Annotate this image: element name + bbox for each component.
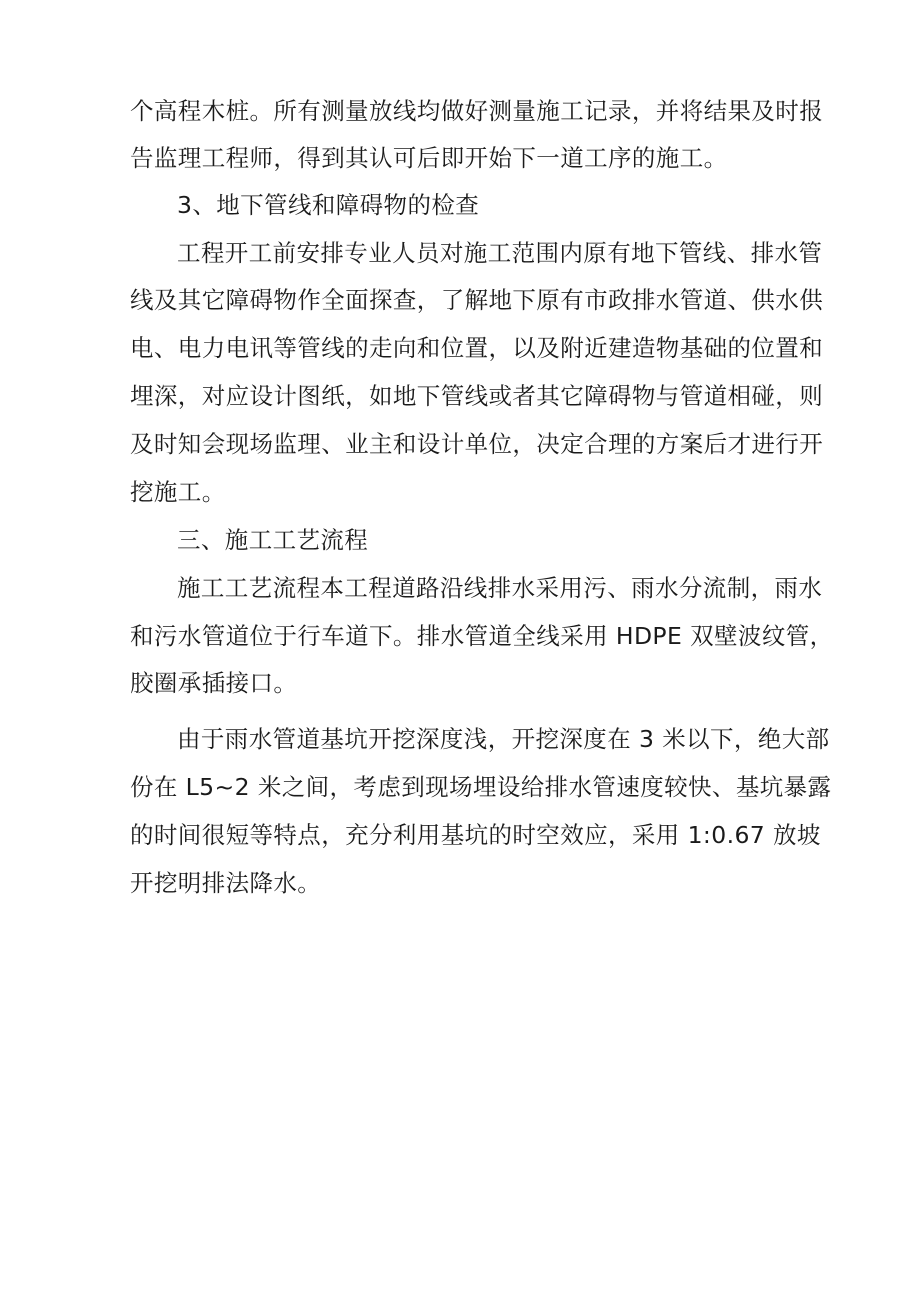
paragraph-line: 告监理工程师，得到其认可后即开始下一道工序的施工。: [130, 144, 728, 172]
paragraph-line: 的时间很短等特点，充分利用基坑的时空效应，采用 1:0.67 放坡: [130, 821, 821, 849]
paragraph-line: 挖施工。: [130, 478, 226, 506]
section-heading: 3、地下管线和障碍物的检查: [177, 191, 480, 219]
paragraph-line: 和污水管道位于行车道下。排水管道全线采用 HDPE 双壁波纹管，: [130, 622, 834, 650]
paragraph-line: 埋深，对应设计图纸，如地下管线或者其它障碍物与管道相碰，则: [130, 382, 824, 410]
paragraph-line: 线及其它障碍物作全面探查，了解地下原有市政排水管道、供水供: [130, 286, 824, 314]
paragraph-line: 胶圈承插接口。: [130, 669, 298, 697]
paragraph-line: 及时知会现场监理、业主和设计单位，决定合理的方案后才进行开: [130, 430, 824, 458]
paragraph-line: 份在 L5~2 米之间，考虑到现场埋设给排水管速度较快、基坑暴露: [130, 773, 832, 801]
paragraph-line: 开挖明排法降水。: [130, 869, 322, 897]
paragraph-line: 由于雨水管道基坑开挖深度浅，开挖深度在 3 米以下，绝大部: [177, 725, 830, 753]
section-heading: 三、施工工艺流程: [177, 526, 369, 554]
paragraph-line: 施工工艺流程本工程道路沿线排水采用污、雨水分流制，雨水: [177, 574, 823, 602]
paragraph-line: 电、电力电讯等管线的走向和位置，以及附近建造物基础的位置和: [130, 334, 824, 362]
paragraph-line: 工程开工前安排专业人员对施工范围内原有地下管线、排水管: [177, 239, 823, 267]
paragraph-line: 个高程木桩。所有测量放线均做好测量施工记录，并将结果及时报: [130, 97, 824, 125]
